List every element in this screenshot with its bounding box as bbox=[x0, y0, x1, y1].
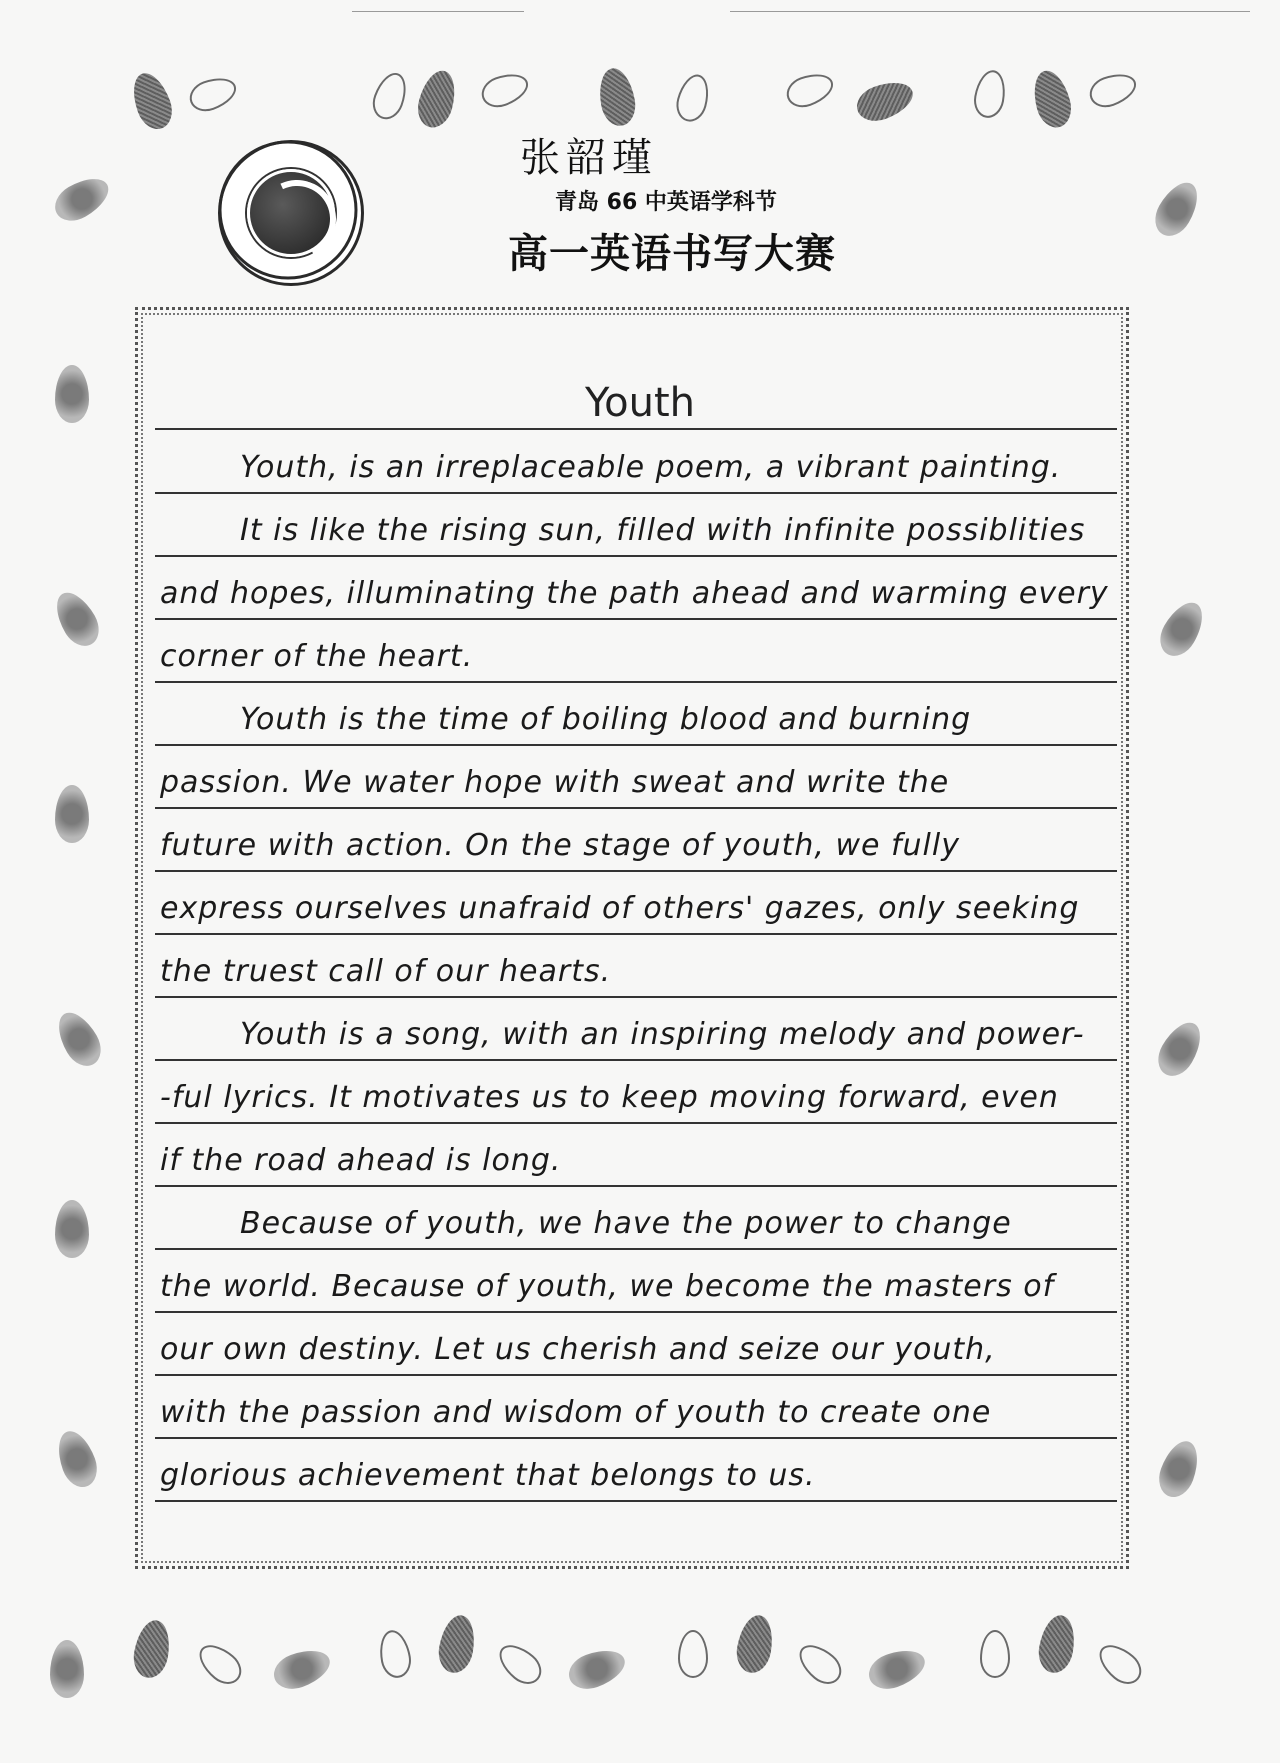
essay-line: Youth, is an irreplaceable poem, a vibrant painting. bbox=[240, 450, 1062, 485]
leaf-outline-icon bbox=[1092, 1637, 1148, 1691]
essay-line: with the passion and wisdom of youth to create one bbox=[160, 1395, 992, 1430]
leaf-decoration-icon bbox=[269, 1643, 335, 1695]
ruled-line bbox=[155, 428, 1117, 430]
leaf-decoration-icon bbox=[1153, 595, 1211, 662]
writing-frame bbox=[135, 307, 1129, 1569]
ruled-line bbox=[155, 807, 1117, 809]
leaf-decoration-icon bbox=[48, 170, 115, 228]
school-logo bbox=[218, 140, 364, 286]
leaf-decoration-icon bbox=[48, 585, 106, 652]
ruled-line bbox=[155, 681, 1117, 683]
ruled-line bbox=[155, 618, 1117, 620]
leaf-decoration-icon bbox=[413, 67, 461, 132]
leaf-decoration-icon bbox=[733, 1612, 777, 1675]
leaf-decoration-icon bbox=[50, 1005, 108, 1072]
leaf-outline-icon bbox=[185, 72, 240, 117]
essay-line: It is like the rising sun, filled with infinite possiblities bbox=[240, 513, 1086, 548]
leaf-outline-icon bbox=[782, 68, 837, 113]
essay-line: and hopes, illuminating the path ahead and warming every bbox=[160, 576, 1109, 611]
leaf-outline-icon bbox=[980, 1630, 1010, 1678]
essay-line: glorious achievement that belongs to us. bbox=[160, 1458, 816, 1493]
leaf-decoration-icon bbox=[126, 68, 178, 134]
school-logo-emblem bbox=[247, 169, 335, 257]
leaf-outline-icon bbox=[1085, 68, 1140, 113]
ruled-line bbox=[155, 1122, 1117, 1124]
leaf-decoration-icon bbox=[595, 65, 639, 128]
essay-line: our own destiny. Let us cherish and seize our youth, bbox=[160, 1332, 996, 1367]
leaf-decoration-icon bbox=[435, 1612, 479, 1675]
leaf-decoration-icon bbox=[51, 1426, 103, 1492]
ruled-line bbox=[155, 492, 1117, 494]
leaf-outline-icon bbox=[368, 68, 413, 123]
essay-line: corner of the heart. bbox=[160, 639, 474, 674]
leaf-outline-icon bbox=[678, 1630, 708, 1678]
ruled-line bbox=[155, 1374, 1117, 1376]
essay-line: the world. Because of youth, we become the masters of bbox=[160, 1269, 1055, 1304]
leaf-outline-icon bbox=[492, 1637, 548, 1691]
leaf-decoration-icon bbox=[1153, 1436, 1205, 1502]
essay-line: -ful lyrics. It motivates us to keep moving forward, even bbox=[160, 1080, 1059, 1115]
leaf-decoration-icon bbox=[55, 785, 89, 843]
ruled-line bbox=[155, 1311, 1117, 1313]
leaf-outline-icon bbox=[971, 68, 1009, 120]
essay-title: Youth bbox=[585, 380, 695, 426]
leaf-decoration-icon bbox=[50, 1640, 84, 1698]
leaf-outline-icon bbox=[376, 1628, 414, 1680]
ruled-line bbox=[155, 555, 1117, 557]
ruled-line bbox=[155, 1500, 1117, 1502]
contest-title: 高一英语书写大赛 bbox=[508, 230, 836, 277]
ruled-line bbox=[155, 1185, 1117, 1187]
ruled-line bbox=[155, 870, 1117, 872]
ruled-line bbox=[155, 744, 1117, 746]
leaf-outline-icon bbox=[792, 1637, 848, 1691]
ruled-line bbox=[155, 1059, 1117, 1061]
essay-line: express ourselves unafraid of others' gazes, only seeking bbox=[160, 891, 1080, 926]
festival-name: 青岛 66 中英语学科节 bbox=[555, 190, 777, 215]
essay-line: passion. We water hope with sweat and write the bbox=[160, 765, 950, 800]
leaf-decoration-icon bbox=[852, 75, 918, 127]
leaf-decoration-icon bbox=[1148, 175, 1206, 242]
essay-line: future with action. On the stage of youth, we fully bbox=[160, 828, 960, 863]
scan-line bbox=[730, 11, 1250, 12]
ruled-line bbox=[155, 996, 1117, 998]
leaf-outline-icon bbox=[192, 1637, 248, 1691]
essay-line: Youth is a song, with an inspiring melody and power- bbox=[240, 1017, 1085, 1052]
ruled-line bbox=[155, 933, 1117, 935]
student-name: 张韶瑾 bbox=[520, 135, 658, 181]
leaf-outline-icon bbox=[477, 68, 532, 113]
leaf-decoration-icon bbox=[864, 1643, 930, 1695]
leaf-decoration-icon bbox=[130, 1617, 174, 1680]
essay-line: Youth is the time of boiling blood and burning bbox=[240, 702, 972, 737]
leaf-decoration-icon bbox=[55, 1200, 89, 1258]
essay-line: Because of youth, we have the power to change bbox=[240, 1206, 1012, 1241]
essay-line: if the road ahead is long. bbox=[160, 1143, 562, 1178]
leaf-decoration-icon bbox=[564, 1643, 630, 1695]
scan-line bbox=[352, 11, 524, 12]
essay-line: the truest call of our hearts. bbox=[160, 954, 612, 989]
leaf-decoration-icon bbox=[1035, 1612, 1079, 1675]
leaf-decoration-icon bbox=[1028, 67, 1076, 132]
ruled-line bbox=[155, 1248, 1117, 1250]
leaf-outline-icon bbox=[672, 71, 713, 125]
ruled-line bbox=[155, 1437, 1117, 1439]
